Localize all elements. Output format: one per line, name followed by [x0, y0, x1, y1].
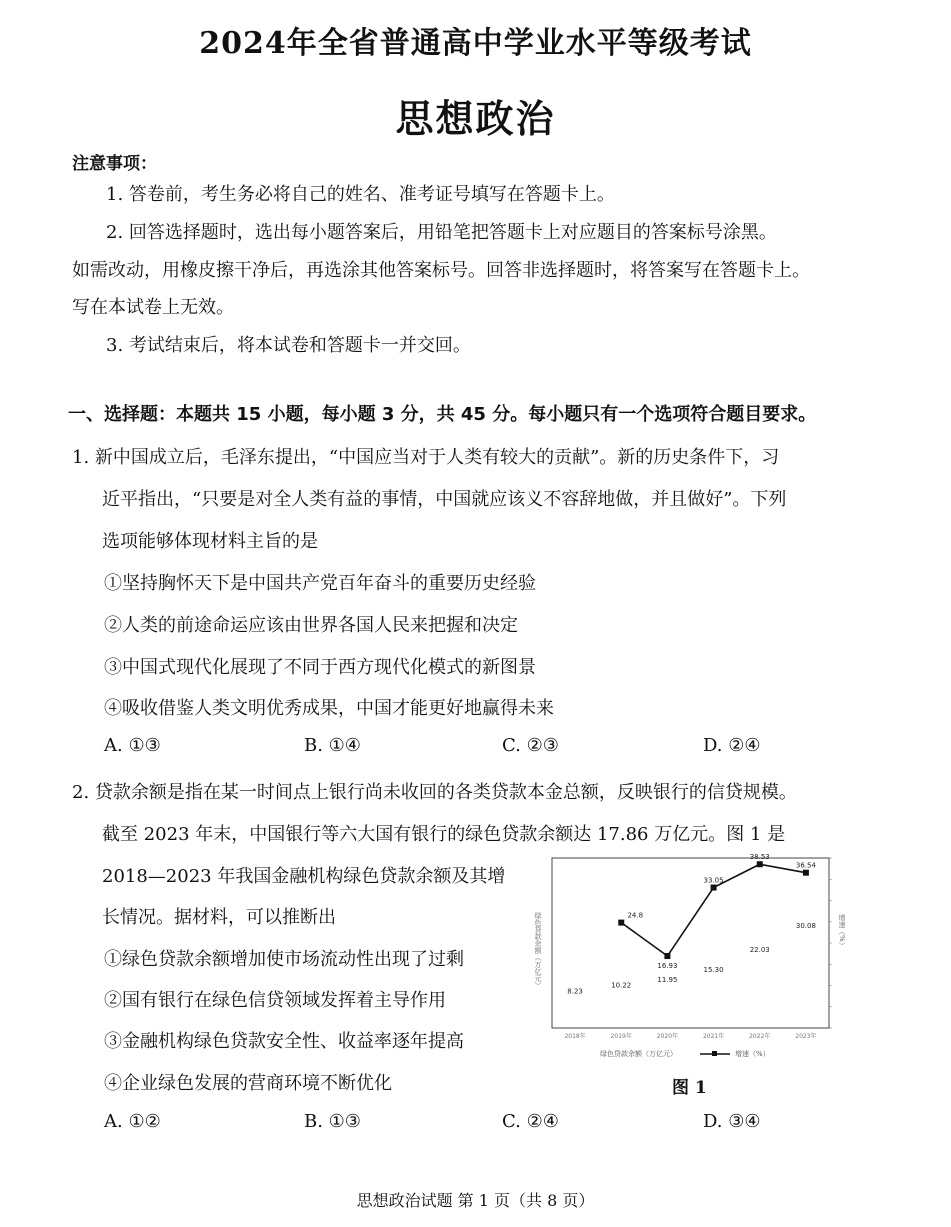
q2-stem-line-4: 长情况。据材料，可以推断出 — [102, 907, 336, 928]
chart-balance-value-label: 10.22 — [611, 981, 632, 990]
notice-item-2-line-3: 写在本试卷上无效。 — [72, 297, 234, 318]
notice-heading: 注意事项： — [72, 154, 157, 174]
q1-option-c[interactable]: C. ②③ — [502, 735, 559, 756]
chart-growth-point — [803, 870, 809, 876]
chart-x-tick-label: 2022年 — [749, 1033, 771, 1040]
notice-item-1: 1. 答卷前，考生务必将自己的姓名、准考证号填写在答题卡上。 — [106, 184, 615, 205]
chart-balance-value-label: 15.30 — [703, 966, 724, 975]
q2-statement-2: ②国有银行在绿色信贷领域发挥着主导作用 — [104, 990, 446, 1011]
chart-growth-point — [618, 920, 624, 926]
q1-statement-2: ②人类的前途命运应该由世界各国人民来把握和决定 — [104, 615, 518, 636]
q1-stem-line-2: 近平指出，“只要是对全人类有益的事情，中国就应该义不容辞地做，并且做好”。下列 — [102, 489, 787, 510]
q2-stem-line-2: 截至 2023 年末，中国银行等六大国有银行的绿色贷款余额达 17.86 万亿元。图 1 是 — [102, 824, 786, 845]
chart-plot-frame — [552, 858, 829, 1028]
q2-statement-1: ①绿色贷款余额增加使市场流动性出现了过剩 — [104, 949, 464, 970]
chart-growth-value-label: 33.05 — [703, 876, 724, 885]
exam-title: 2024年全省普通高中学业水平等级考试 — [199, 26, 752, 61]
q1-statement-3: ③中国式现代化展现了不同于西方现代化模式的新图景 — [104, 657, 536, 678]
chart-x-tick-label: 2021年 — [702, 1033, 725, 1040]
figure-1-chart — [530, 852, 850, 1062]
q2-option-b[interactable]: B. ①③ — [304, 1111, 361, 1132]
chart-balance-value-label: 8.23 — [567, 987, 583, 996]
figure-1-label: 图 1 — [672, 1078, 707, 1098]
chart-x-labels — [564, 922, 816, 1040]
chart-balance-value-label: 22.03 — [749, 945, 770, 954]
chart-marks — [618, 853, 816, 970]
chart-left-axis-label: 绿色贷款余额（万亿元） — [534, 912, 542, 989]
q2-option-d[interactable]: D. ③④ — [703, 1111, 761, 1132]
chart-balance-value-label: 30.08 — [795, 921, 816, 930]
q2-option-a[interactable]: A. ①② — [104, 1111, 161, 1132]
chart-growth-value-label: 16.93 — [657, 962, 678, 971]
q2-statement-4: ④企业绿色发展的营商环境不断优化 — [104, 1073, 392, 1094]
chart-x-tick-label: 2019年 — [610, 1033, 632, 1040]
q1-statement-4: ④吸收借鉴人类文明优秀成果，中国才能更好地赢得未来 — [104, 698, 554, 719]
q1-option-a[interactable]: A. ①③ — [104, 735, 161, 756]
chart-growth-point — [711, 885, 717, 891]
q2-stem-line-3: 2018—2023 年我国金融机构绿色贷款余额及其增 — [102, 866, 506, 887]
q2-option-c[interactable]: C. ②④ — [502, 1111, 559, 1132]
chart-x-tick-label: 2020年 — [656, 1033, 679, 1040]
q1-option-d[interactable]: D. ②④ — [703, 735, 761, 756]
chart-growth-value-label: 38.53 — [749, 853, 770, 862]
notice-item-2-line-2: 如需改动，用橡皮擦干净后，再选涂其他答案标号。回答非选择题时，将答案写在答题卡上。 — [72, 260, 810, 281]
q2-stem-line-1: 2. 贷款余额是指在某一时间点上银行尚未收回的各类贷款本金总额，反映银行的信贷规模。 — [72, 782, 797, 803]
q1-stem-line-1: 1. 新中国成立后，毛泽东提出，“中国应当对于人类有较大的贡献”。新的历史条件下，习 — [72, 447, 780, 468]
q2-statement-3: ③金融机构绿色贷款安全性、收益率逐年提高 — [104, 1031, 464, 1052]
chart-legend — [600, 1049, 770, 1058]
notice-item-2-line-1: 2. 回答选择题时，选出每小题答案后，用铅笔把答题卡上对应题目的答案标号涂黑。 — [106, 222, 777, 243]
section-heading: 一、选择题：本题共 15 小题，每小题 3 分，共 45 分。每小题只有一个选项符合题目要求。 — [68, 404, 817, 425]
legend-balance-label: 绿色贷款余额（万亿元） — [600, 1050, 677, 1058]
q1-statement-1: ①坚持胸怀天下是中国共产党百年奋斗的重要历史经验 — [104, 573, 536, 594]
chart-balance-value-label: 11.95 — [657, 976, 678, 985]
notice-item-3: 3. 考试结束后，将本试卷和答题卡一并交回。 — [106, 335, 471, 356]
chart-growth-value-label: 36.54 — [795, 861, 816, 870]
subject-title: 思想政治 — [395, 97, 556, 141]
legend-growth-marker — [712, 1051, 717, 1056]
page-footer: 思想政治试题 第 1 页（共 8 页） — [356, 1191, 595, 1210]
chart-growth-point — [664, 953, 670, 959]
q1-stem-line-3: 选项能够体现材料主旨的是 — [102, 531, 318, 552]
chart-growth-value-label: 24.8 — [627, 911, 644, 920]
chart-x-tick-label: 2023年 — [795, 1033, 817, 1040]
chart-growth-point — [757, 861, 763, 867]
chart-x-tick-label: 2018年 — [564, 1033, 586, 1040]
legend-growth-label: 增速（%） — [735, 1050, 770, 1058]
chart-right-axis-label: 增速（%） — [838, 914, 846, 949]
q1-option-b[interactable]: B. ①④ — [304, 735, 361, 756]
